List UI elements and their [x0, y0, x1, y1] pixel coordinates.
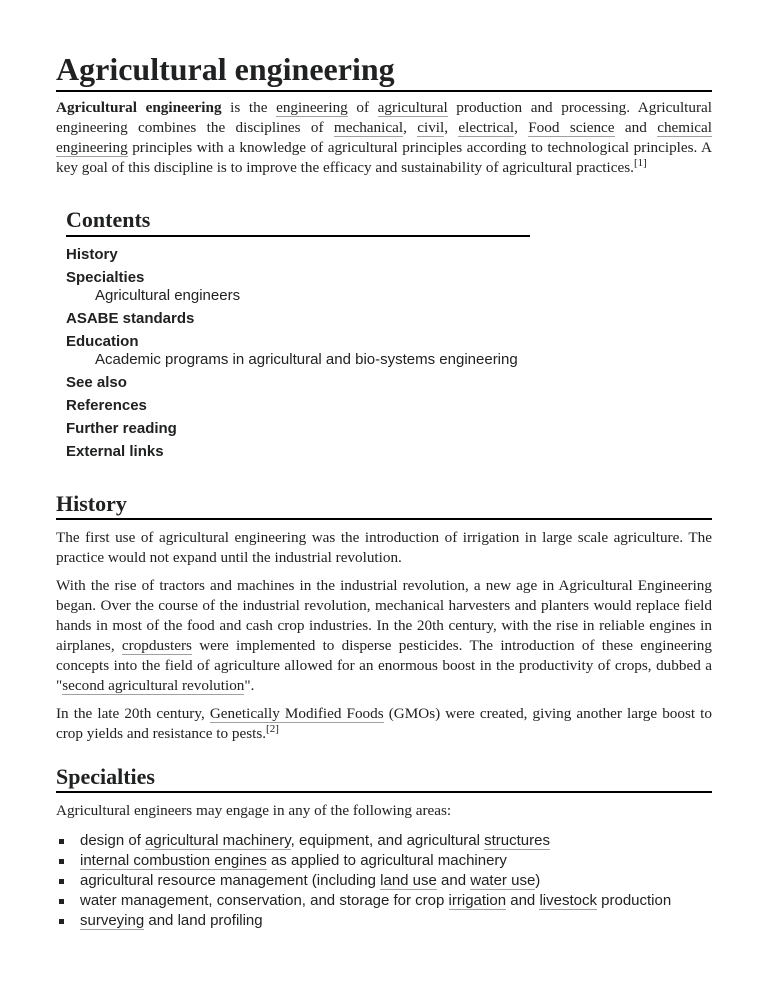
bullet-icon [59, 899, 64, 904]
toc-item-history[interactable]: History [66, 246, 118, 263]
bullet-icon [59, 839, 64, 844]
link-chemical-engineering[interactable]: chemical engineering [56, 119, 713, 156]
specialties-list [56, 831, 712, 931]
list-item: internal combustion engines as applied to agricultural machinery [56, 851, 712, 871]
link-agricultural[interactable]: agricultural [377, 99, 448, 116]
link-second-agricultural-revolution[interactable]: second agricultural revolution [62, 677, 245, 694]
history-paragraph-1: The first use of agricultural engineering was the introduction of irrigation in large scale agriculture. The practice would not expand until the industrial revolution. [56, 529, 712, 566]
link-internal-combustion-engines[interactable]: internal combustion engines [80, 852, 267, 869]
article [56, 0, 712, 931]
link-agricultural-machinery[interactable]: agricultural machinery [145, 832, 291, 849]
link-cropdusters[interactable]: cropdusters [121, 637, 192, 654]
section-heading-history: History [56, 491, 712, 520]
history-paragraph-2: With the rise of tractors and machines in the industrial revolution, a new age in Agricultural Engineering began. Over the course of the industrial revolution, mechanical harvesters and planters would replace field hands in most of the food and cash crop industries. In the 20th century, with the rise in reliable engines in airplanes, cropdusters were implemented to disperse pesticides. The introduction of these engineering concepts into the field of agriculture allowed for an enormous boost in the productivity of crops, dubbed a "second agricultural revolution". [56, 577, 712, 694]
specialties-intro: Agricultural engineers may engage in any of the following areas: [56, 802, 452, 819]
page-title: Agricultural engineering [56, 0, 712, 92]
toc-item-further-reading[interactable]: Further reading [66, 420, 177, 437]
ref-2[interactable]: [2] [266, 722, 279, 735]
link-mechanical[interactable]: mechanical [333, 119, 404, 136]
list-item: surveying and land profiling [56, 911, 712, 931]
toc-item-specialties[interactable]: Specialties [66, 269, 145, 286]
section-heading-specialties: Specialties [56, 764, 712, 793]
ref-1[interactable]: [1] [633, 156, 647, 169]
toc-item-see-also[interactable]: See also [66, 374, 127, 391]
link-electrical[interactable]: electrical [458, 119, 515, 136]
link-structures[interactable]: structures [484, 832, 550, 849]
link-surveying[interactable]: surveying [80, 912, 145, 929]
toc-list [66, 241, 530, 461]
bullet-icon [59, 879, 64, 884]
history-paragraph-3: In the late 20th century, Genetically Modified Foods (GMOs) were created, giving another large boost to crop yields and resistance to pests.[2] [56, 705, 712, 742]
toc-title: Contents [66, 206, 530, 237]
link-water-use[interactable]: water use [470, 872, 536, 889]
link-engineering[interactable]: engineering [276, 99, 348, 116]
link-land-use[interactable]: land use [380, 872, 437, 889]
link-genetically-modified-foods[interactable]: Genetically Modified Foods [209, 705, 384, 722]
table-of-contents [66, 206, 530, 461]
link-civil[interactable]: civil [417, 119, 445, 136]
toc-subitem-agricultural-engineers[interactable]: Agricultural engineers [95, 287, 241, 304]
toc-item-external-links[interactable]: External links [66, 443, 164, 460]
intro-paragraph: Agricultural engineering is the engineering of agricultural production and processing. Agricultural engineering combines the disciplines of mechanical, civil, electrical, Food science and chemical engineering principles with a knowledge of agricultural principles according to technological principles. A key goal of this discipline is to improve the efficacy and sustainability of agricultural practices.[1] [56, 99, 713, 176]
toc-item-education[interactable]: Education [66, 333, 139, 350]
toc-item-references[interactable]: References [66, 397, 147, 414]
bullet-icon [59, 859, 64, 864]
list-item: design of agricultural machinery, equipment, and agricultural structures [56, 831, 712, 851]
link-irrigation[interactable]: irrigation [448, 892, 507, 909]
toc-subitem-academic-programs[interactable]: Academic programs in agricultural and bio-systems engineering [95, 351, 518, 368]
list-item: agricultural resource management (including land use and water use) [56, 871, 712, 891]
list-item: water management, conservation, and storage for crop irrigation and livestock production [56, 891, 712, 911]
link-livestock[interactable]: livestock [539, 892, 597, 909]
toc-item-asabe-standards[interactable]: ASABE standards [66, 310, 195, 327]
bullet-icon [59, 919, 64, 924]
intro-term: Agricultural engineering [56, 99, 222, 116]
link-food-science[interactable]: Food science [528, 119, 615, 136]
